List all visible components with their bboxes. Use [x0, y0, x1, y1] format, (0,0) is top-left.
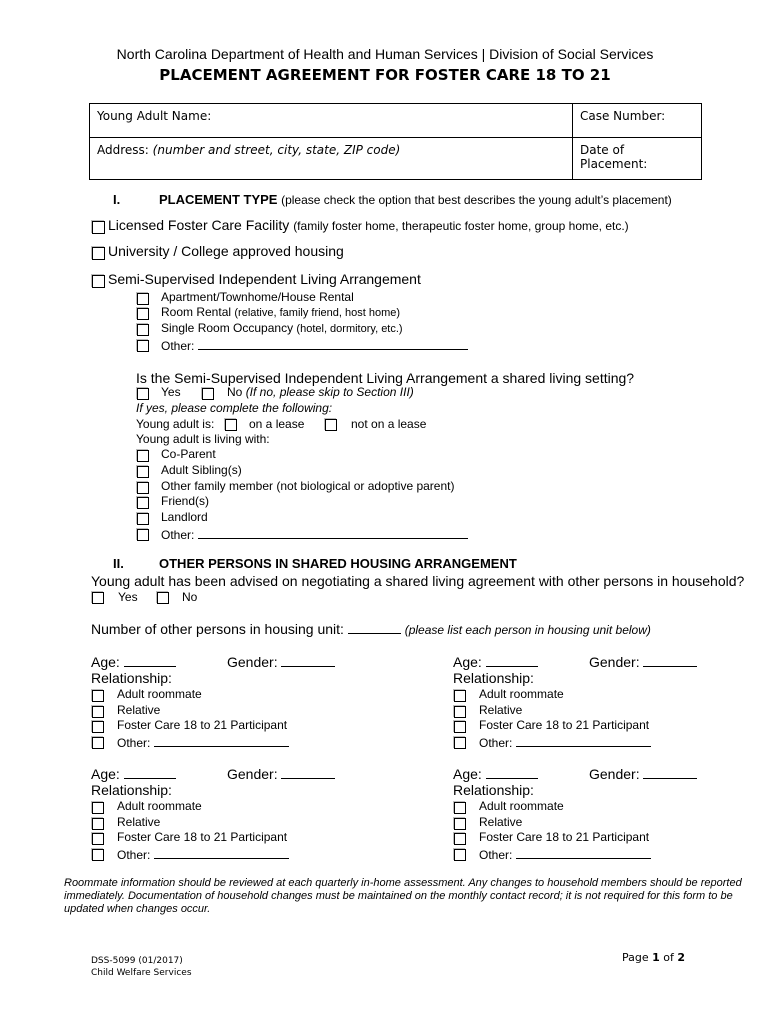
section-1-numeral: I. [113, 192, 121, 207]
placement-other-checkbox[interactable] [137, 340, 149, 352]
person-1-roommate-checkbox[interactable] [92, 690, 104, 702]
person-3-participant-label: Foster Care 18 to 21 Participant [117, 830, 288, 844]
form-id: DSS-5099 (01/2017) [91, 956, 183, 966]
young-adult-name-field[interactable]: Young Adult Name: [90, 104, 573, 138]
co-parent-checkbox[interactable] [137, 450, 149, 462]
footnote: Roommate information should be reviewed at each quarterly in-home assessment. Any changes to household members should be reported immediately. Documentation of household changes must be maintained on the monthly contact record; it is not required for this form to be updated when changes occur. [64, 877, 742, 915]
person-1-roommate-label: Adult roommate [117, 687, 202, 701]
licensed-foster-care-checkbox[interactable] [92, 221, 105, 234]
not-on-lease-checkbox[interactable] [325, 419, 337, 431]
person-3-other-checkbox[interactable] [92, 849, 104, 861]
agency-line: North Carolina Department of Health and Human Services | Division of Social Services [116, 46, 654, 62]
person-2-age[interactable]: Age: [453, 654, 538, 670]
living-with-other-checkbox[interactable] [137, 529, 149, 541]
person-2-roommate-checkbox[interactable] [454, 690, 466, 702]
living-with-label: Young adult is living with: [136, 432, 270, 446]
section-2-numeral: II. [113, 556, 124, 571]
info-table [89, 103, 702, 180]
section-1-heading: PLACEMENT TYPE (please check the option that best describes the young adult’s placement) [159, 192, 672, 207]
advised-question: Young adult has been advised on negotiating a shared living agreement with other persons in household? [91, 573, 745, 589]
landlord-label: Landlord [161, 510, 208, 524]
person-1-other-label: Other: [117, 734, 289, 750]
university-housing-label: University / College approved housing [108, 243, 344, 259]
person-3-gender[interactable]: Gender: [227, 766, 335, 782]
person-2-gender[interactable]: Gender: [589, 654, 697, 670]
person-3-participant-checkbox[interactable] [92, 833, 104, 845]
person-2-relative-label: Relative [479, 703, 523, 717]
on-lease-checkbox[interactable] [225, 419, 237, 431]
advised-yes-label: Yes [118, 590, 138, 604]
person-2-participant-label: Foster Care 18 to 21 Participant [479, 718, 650, 732]
living-with-other-label: Other: [161, 526, 468, 542]
person-1-age[interactable]: Age: [91, 654, 176, 670]
date-of-placement-field[interactable]: Date of Placement: [573, 138, 702, 180]
person-3-relationship: Relationship: [91, 782, 172, 798]
page-indicator: Page 1 of 2 [622, 951, 686, 964]
shared-no-checkbox[interactable] [202, 388, 214, 400]
placement-other-label: Other: [161, 337, 468, 353]
person-4-roommate-label: Adult roommate [479, 799, 564, 813]
person-3-roommate-label: Adult roommate [117, 799, 202, 813]
semi-supervised-checkbox[interactable] [92, 275, 105, 288]
number-of-persons-label: Number of other persons in housing unit: (please list each person in housing unit below) [91, 621, 651, 637]
shared-yes-label: Yes [161, 385, 181, 399]
person-2-participant-checkbox[interactable] [454, 721, 466, 733]
person-3-age[interactable]: Age: [91, 766, 176, 782]
young-adult-is-label: Young adult is: [136, 417, 215, 431]
advised-yes-checkbox[interactable] [92, 592, 104, 604]
person-3-relative-checkbox[interactable] [92, 818, 104, 830]
person-1-participant-label: Foster Care 18 to 21 Participant [117, 718, 288, 732]
apartment-rental-checkbox[interactable] [137, 293, 149, 305]
person-4-participant-checkbox[interactable] [454, 833, 466, 845]
person-4-relative-checkbox[interactable] [454, 818, 466, 830]
case-number-field[interactable]: Case Number: [573, 104, 702, 138]
shared-yes-checkbox[interactable] [137, 388, 149, 400]
landlord-checkbox[interactable] [137, 513, 149, 525]
person-3-relative-label: Relative [117, 815, 161, 829]
person-4-other-checkbox[interactable] [454, 849, 466, 861]
advised-no-checkbox[interactable] [157, 592, 169, 604]
if-yes-instruction: If yes, please complete the following: [136, 401, 333, 415]
person-3-other-label: Other: [117, 846, 289, 862]
person-1-gender[interactable]: Gender: [227, 654, 335, 670]
person-3-roommate-checkbox[interactable] [92, 802, 104, 814]
university-housing-checkbox[interactable] [92, 247, 105, 260]
other-family-checkbox[interactable] [137, 482, 149, 494]
address-field[interactable]: Address: (number and street, city, state, ZIP code) [90, 138, 573, 180]
living-with-other-line[interactable] [198, 526, 468, 539]
licensed-foster-care-label: Licensed Foster Care Facility (family foster home, therapeutic foster home, group home, etc.) [108, 217, 629, 233]
number-of-persons-line[interactable] [348, 621, 401, 634]
person-1-relative-label: Relative [117, 703, 161, 717]
friends-checkbox[interactable] [137, 497, 149, 509]
apartment-rental-label: Apartment/Townhome/House Rental [161, 290, 354, 304]
adult-sibling-label: Adult Sibling(s) [161, 463, 242, 477]
room-rental-label: Room Rental (relative, family friend, host home) [161, 305, 401, 319]
single-room-occupancy-label: Single Room Occupancy (hotel, dormitory, etc.) [161, 321, 403, 335]
room-rental-checkbox[interactable] [137, 308, 149, 320]
advised-no-label: No [182, 590, 198, 604]
person-4-relative-label: Relative [479, 815, 523, 829]
on-lease-label: on a lease [249, 417, 305, 431]
person-2-relationship: Relationship: [453, 670, 534, 686]
single-room-occupancy-checkbox[interactable] [137, 324, 149, 336]
person-2-other-checkbox[interactable] [454, 737, 466, 749]
placement-other-line[interactable] [198, 337, 468, 350]
form-title: PLACEMENT AGREEMENT FOR FOSTER CARE 18 TO 21 [159, 66, 611, 84]
person-4-relationship: Relationship: [453, 782, 534, 798]
person-1-relationship: Relationship: [91, 670, 172, 686]
person-2-roommate-label: Adult roommate [479, 687, 564, 701]
person-1-other-checkbox[interactable] [92, 737, 104, 749]
shared-no-label: No (If no, please skip to Section III) [227, 385, 414, 399]
person-1-participant-checkbox[interactable] [92, 721, 104, 733]
person-4-participant-label: Foster Care 18 to 21 Participant [479, 830, 650, 844]
semi-supervised-label: Semi-Supervised Independent Living Arrangement [108, 271, 421, 287]
other-family-label: Other family member (not biological or adoptive parent) [161, 479, 455, 493]
person-1-relative-checkbox[interactable] [92, 706, 104, 718]
friends-label: Friend(s) [161, 494, 210, 508]
not-on-lease-label: not on a lease [351, 417, 427, 431]
person-4-other-label: Other: [479, 846, 651, 862]
section-2-heading: OTHER PERSONS IN SHARED HOUSING ARRANGEMENT [159, 556, 517, 571]
person-4-age[interactable]: Age: [453, 766, 538, 782]
person-4-gender[interactable]: Gender: [589, 766, 697, 782]
shared-living-question: Is the Semi-Supervised Independent Living Arrangement a shared living setting? [136, 370, 635, 386]
adult-sibling-checkbox[interactable] [137, 466, 149, 478]
person-2-relative-checkbox[interactable] [454, 706, 466, 718]
department-name: Child Welfare Services [91, 968, 192, 978]
person-2-other-label: Other: [479, 734, 651, 750]
co-parent-label: Co-Parent [161, 447, 216, 461]
person-4-roommate-checkbox[interactable] [454, 802, 466, 814]
